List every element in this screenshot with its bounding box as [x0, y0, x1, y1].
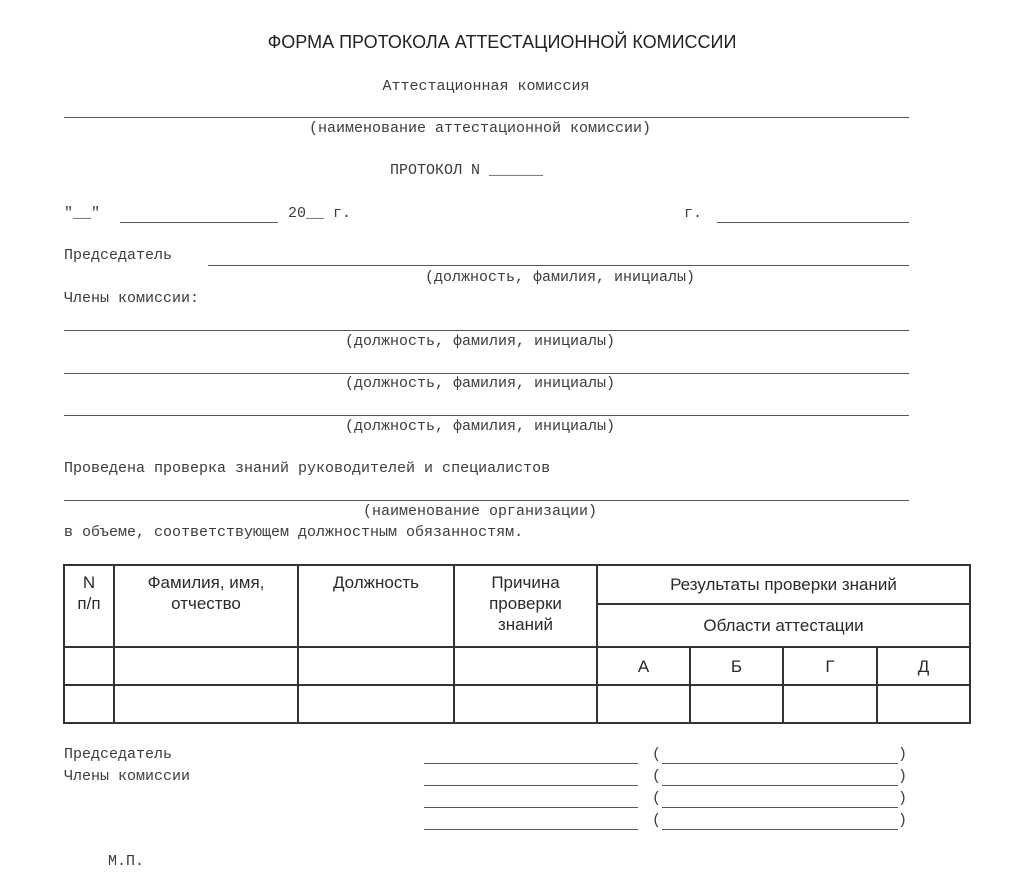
members-label: Члены комиссии: [64, 290, 200, 307]
paren-open-1: ( [652, 746, 662, 763]
results-table [63, 564, 971, 724]
date-year: 20__ г. [288, 205, 352, 222]
paren-close-2: ) [898, 768, 908, 785]
date-month-line [120, 222, 278, 223]
member-hint-1: (должность, фамилия, инициалы) [344, 333, 616, 350]
header-position: Должность [298, 565, 454, 647]
area-b: Б [690, 647, 783, 685]
table-cell [783, 685, 877, 723]
scope-text: в объеме, соответствующем должностным обязанностям. [64, 524, 524, 541]
member-hint-2: (должность, фамилия, инициалы) [344, 375, 616, 392]
commission-label: Аттестационная комиссия [382, 78, 590, 95]
paren-close-3: ) [898, 790, 908, 807]
paren-open-3: ( [652, 790, 662, 807]
commission-name-hint: (наименование аттестационной комиссии) [308, 120, 652, 137]
chairman-hint: (должность, фамилия, инициалы) [424, 269, 696, 286]
city-line [717, 222, 909, 223]
table-cell [877, 685, 970, 723]
date-day: "__" [64, 205, 101, 222]
signature-line-2 [424, 785, 638, 786]
member-line-3 [64, 415, 909, 416]
name-line-4 [662, 829, 898, 830]
signature-members-label: Члены комиссии [64, 768, 191, 785]
table-cell [64, 685, 114, 723]
name-line-1 [662, 763, 898, 764]
signature-line-4 [424, 829, 638, 830]
commission-name-line [64, 117, 909, 118]
stamp-placeholder: М.П. [108, 853, 145, 870]
table-cell [298, 647, 454, 685]
table-cell [114, 647, 298, 685]
table-cell [64, 647, 114, 685]
area-g: Г [783, 647, 877, 685]
area-a: А [597, 647, 690, 685]
signature-line-3 [424, 807, 638, 808]
organization-line [64, 500, 909, 501]
table-cell [298, 685, 454, 723]
chairman-label: Председатель [64, 247, 173, 264]
signature-chairman-label: Председатель [64, 746, 173, 763]
table-cell [454, 685, 597, 723]
check-text: Проведена проверка знаний руководителей и специалистов [64, 460, 551, 477]
chairman-line [208, 265, 909, 266]
area-d: Д [877, 647, 970, 685]
header-reason: Причина проверки знаний [454, 565, 597, 647]
table-cell [454, 647, 597, 685]
member-hint-3: (должность, фамилия, инициалы) [344, 418, 616, 435]
header-areas: Области аттестации [597, 604, 970, 647]
member-line-1 [64, 330, 909, 331]
header-full-name: Фамилия, имя, отчество [114, 565, 298, 647]
table-cell [690, 685, 783, 723]
header-results: Результаты проверки знаний [597, 565, 970, 604]
member-line-2 [64, 373, 909, 374]
organization-hint: (наименование организации) [362, 503, 598, 520]
paren-close-4: ) [898, 812, 908, 829]
table-cell [114, 685, 298, 723]
protocol-number: ПРОТОКОЛ N ______ [390, 162, 544, 179]
city-prefix: г. [684, 205, 703, 222]
table-cell [597, 685, 690, 723]
signature-line-1 [424, 763, 638, 764]
page-title: ФОРМА ПРОТОКОЛА АТТЕСТАЦИОННОЙ КОМИССИИ [267, 32, 737, 52]
name-line-2 [662, 785, 898, 786]
name-line-3 [662, 807, 898, 808]
paren-open-4: ( [652, 812, 662, 829]
paren-close-1: ) [898, 746, 908, 763]
header-number: N п/п [64, 565, 114, 647]
paren-open-2: ( [652, 768, 662, 785]
